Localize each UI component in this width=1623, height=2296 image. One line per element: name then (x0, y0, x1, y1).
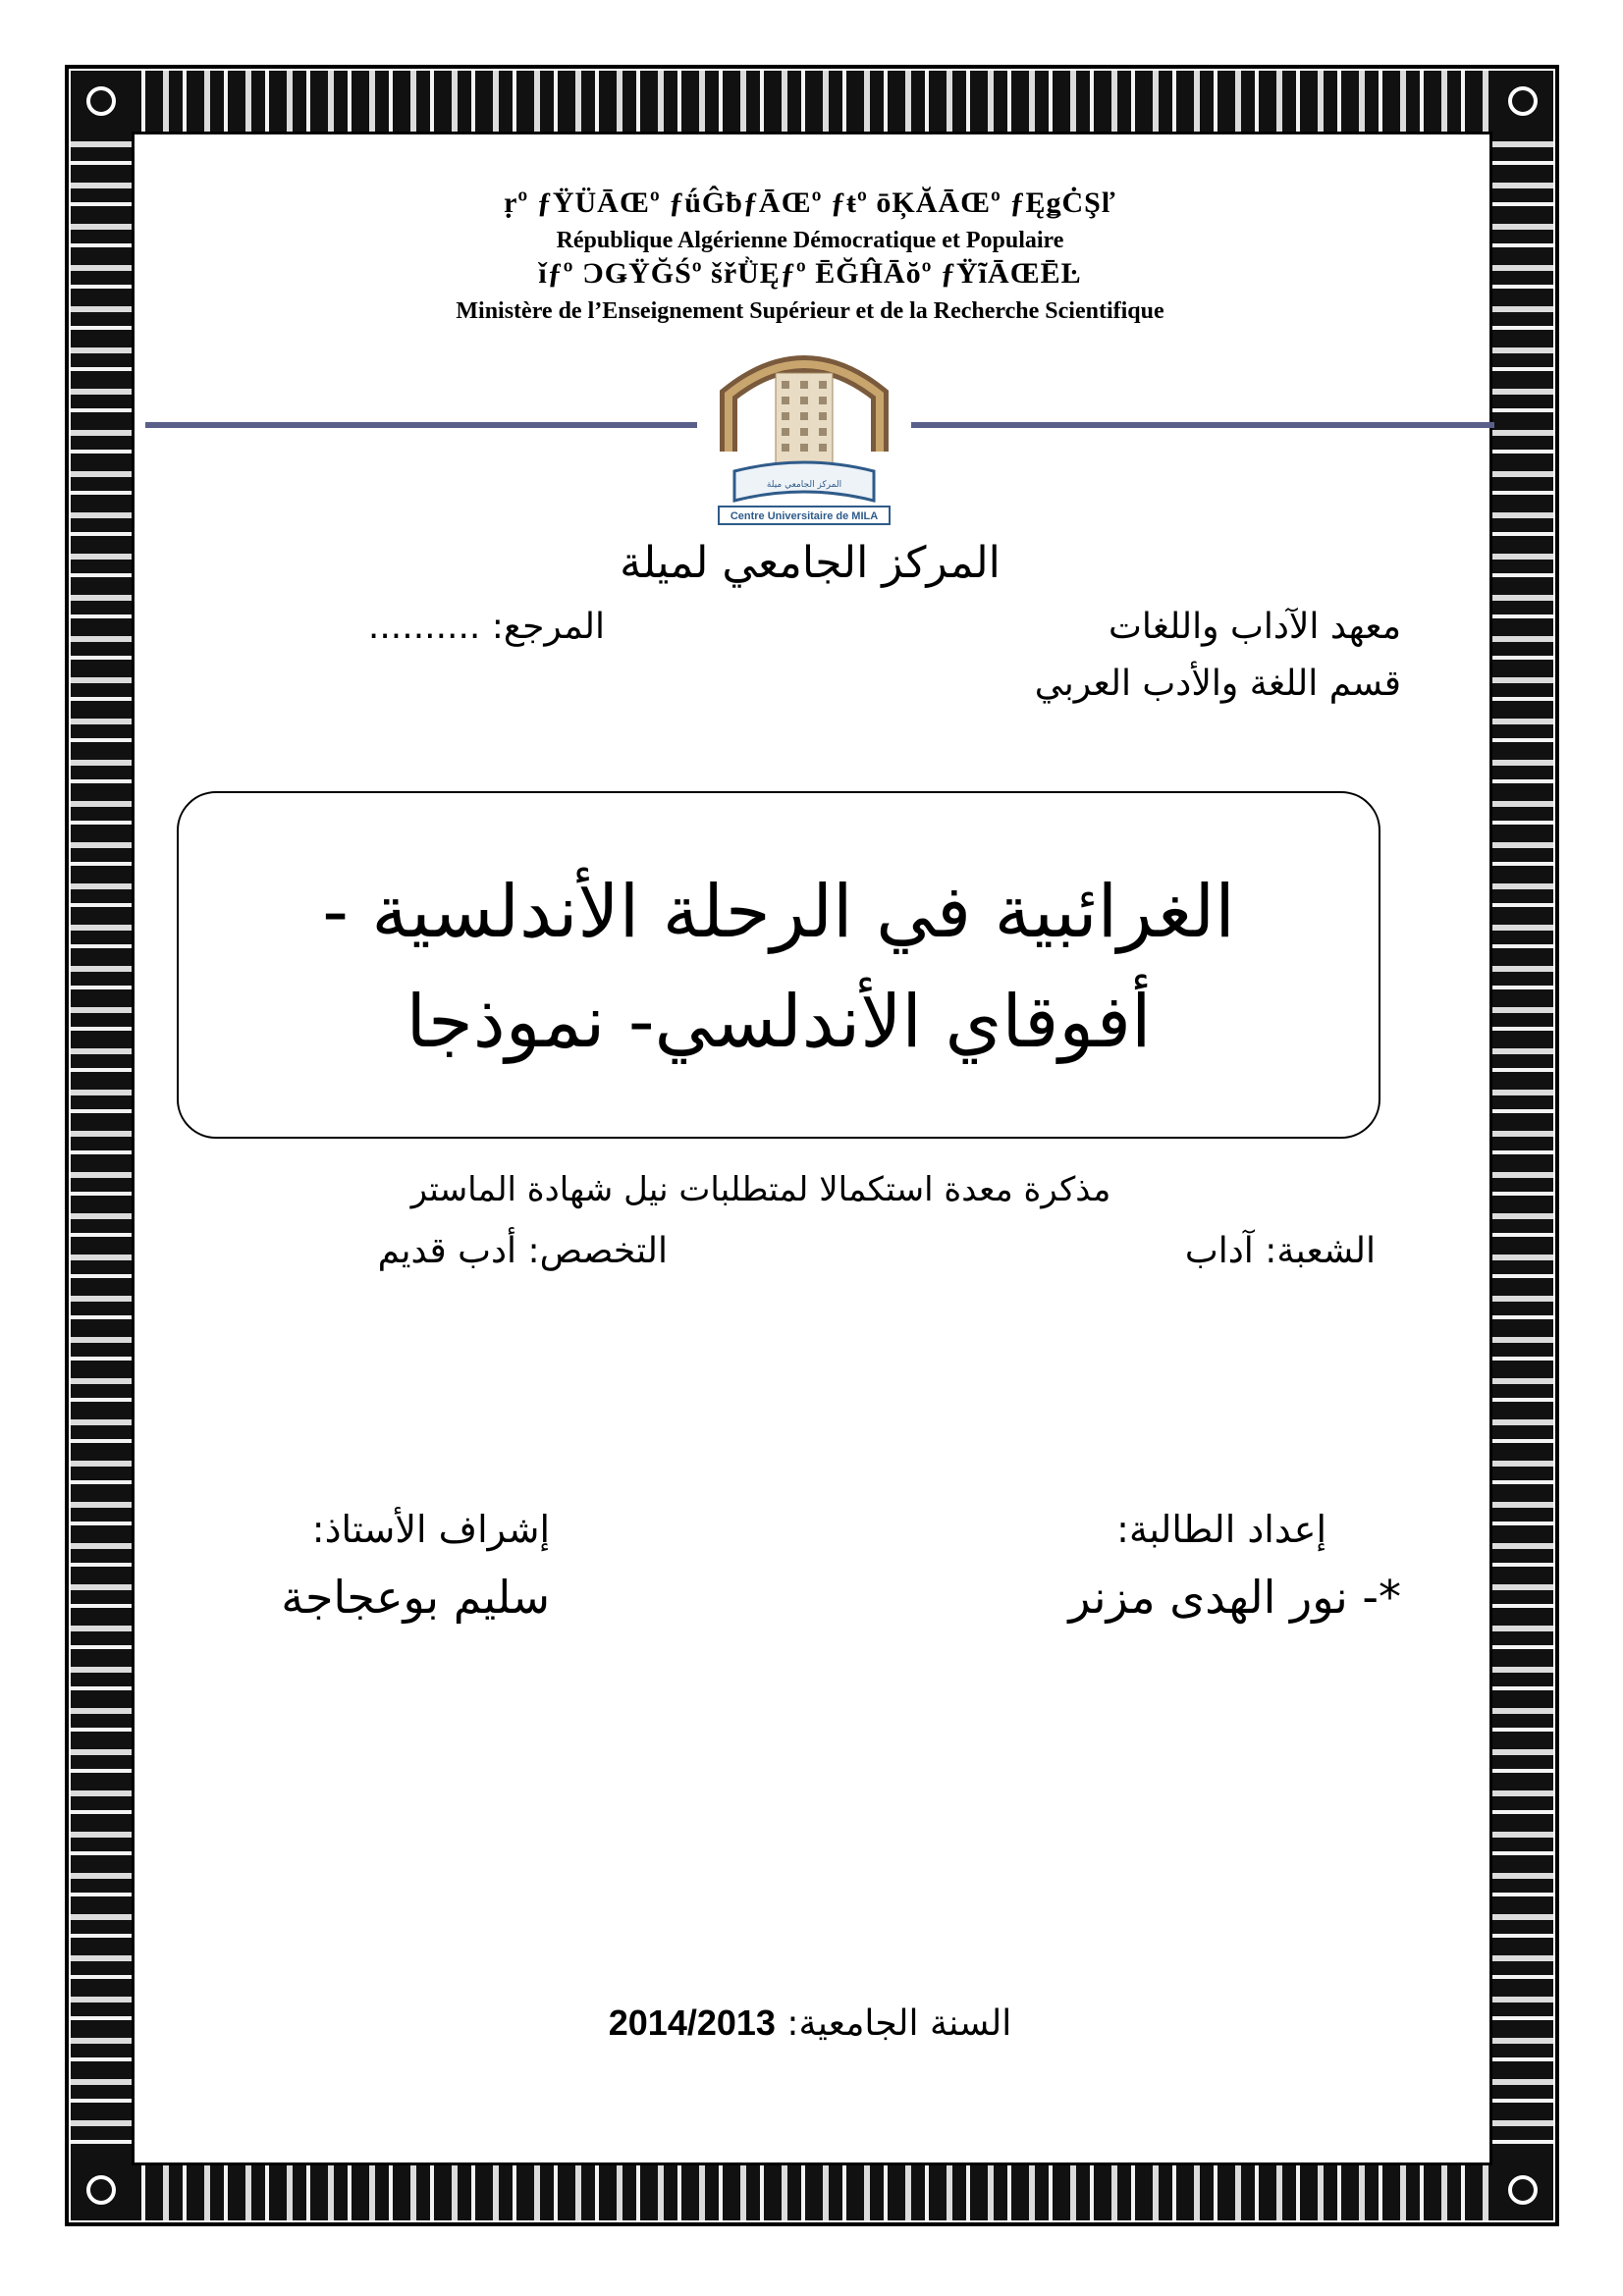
thesis-purpose: مذكرة معدة استكمالا لمتطلبات نيل شهادة الماستر (410, 1170, 1111, 1209)
header-rule-left (145, 422, 697, 428)
thesis-title-box (177, 791, 1380, 1139)
supervisor-name: سليم بوعجاجة (281, 1571, 550, 1624)
corner-ornament-icon (1492, 2160, 1553, 2220)
student-name: *- نور الهدى مزنر (1068, 1571, 1401, 1624)
specialty-field: التخصص: أدب قديم (377, 1231, 668, 1271)
institute-name: معهد الآداب واللغات (1109, 607, 1401, 647)
ministry-arabic-heading: ǐƒº ƆǤŸĞŚº šřǛĘƒº ĒĞĤĀŏº ƒŸĩĀŒĒĿ (538, 257, 1082, 290)
ministry-french-heading: Ministère de l’Enseignement Supérieur et de la Recherche Scientifique (456, 298, 1164, 324)
republic-arabic-heading: ṛº ƒŸÜĀŒº ƒǘĜƀƒĀŒº ƒŧº ōĶĂĀŒº ƒĘǥĊŞľ (504, 187, 1116, 219)
corner-ornament-icon (1492, 71, 1553, 132)
academic-year-value: 2014/2013 (608, 2002, 776, 2043)
reference-field: المرجع: .......... (367, 607, 605, 647)
logo-inner-text: المركز الجامعي ميلة (766, 480, 842, 490)
header-rule-right (911, 422, 1494, 428)
border-band-top (71, 71, 1553, 132)
border-band-right (1492, 132, 1553, 2165)
university-logo (715, 344, 893, 528)
department-name: قسم اللغة والأدب العربي (1034, 664, 1401, 704)
university-center-name: المركز الجامعي لميلة (620, 538, 1001, 588)
corner-ornament-icon (71, 71, 132, 132)
border-band-left (71, 132, 132, 2165)
supervisor-label: إشراف الأستاذ: (311, 1508, 550, 1551)
student-label: إعداد الطالبة: (1116, 1508, 1326, 1551)
thesis-title-line-1: الغرائبية في الرحلة الأندلسية - (322, 870, 1235, 954)
border-band-bottom (71, 2165, 1553, 2220)
branch-field: الشعبة: آداب (1184, 1231, 1376, 1271)
republic-french-heading: République Algérienne Démocratique et Populaire (556, 228, 1064, 253)
logo-caption: Centre Universitaire de MILA (730, 510, 879, 522)
academic-year (491, 2002, 1129, 2044)
corner-ornament-icon (71, 2160, 132, 2220)
academic-year-label: السنة الجامعية: (786, 2003, 1012, 2044)
thesis-title-line-2: أفوقاي الأندلسي- نموذجا (406, 980, 1152, 1064)
